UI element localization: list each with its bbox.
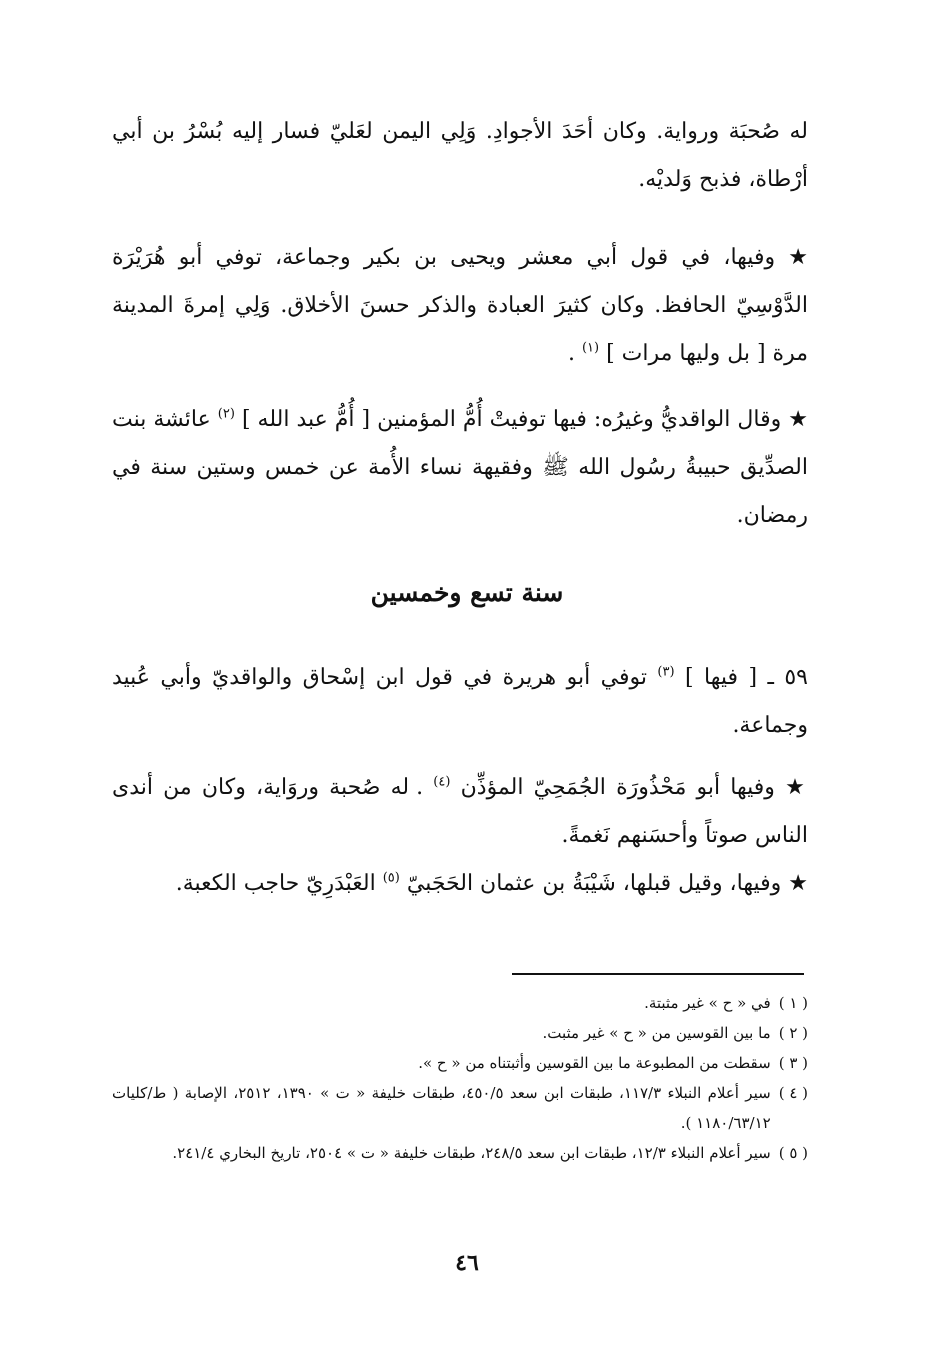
footnote-separator — [512, 973, 804, 975]
footnote-text: سير أعلام النبلاء ١١٧/٣، طبقات ابن سعد ٤٥٠/٥، طبقات خليفة « ت » ١٣٩٠، ٢٥١٢، الإصابة ( ط/كليات ١١٨٠/٦٣/١٢ ). — [112, 1084, 771, 1132]
footnotes — [112, 988, 808, 1168]
entry-59 — [112, 654, 808, 750]
footnote-text: سير أعلام النبلاء ١٢/٣، طبقات ابن سعد ٢٤٨/٥، طبقات خليفة « ت » ٢٥٠٤، تاريخ البخاري ٢٤١/٤. — [172, 1144, 771, 1162]
footnote-5 — [112, 1138, 808, 1168]
footnote-number: ( ١ ) — [778, 994, 808, 1012]
footnote-text: في « ح » غير مثبتة. — [644, 994, 771, 1012]
section-heading: سنة تسع وخمسين — [370, 578, 564, 607]
footnote-number: ( ٥ ) — [778, 1144, 808, 1162]
page-number: ٤٦ — [455, 1250, 479, 1276]
footnote-4 — [112, 1078, 808, 1138]
footnote-text: سقطت من المطبوعة ما بين القوسين وأثبتناه من « ح ». — [418, 1054, 771, 1072]
footnote-number: ( ٤ ) — [778, 1084, 808, 1102]
footnote-ref: (٤) — [433, 774, 451, 790]
paragraph-2 — [112, 234, 808, 378]
entry-text: . له صُحبة وروَاية، وكان من أندى الناس صوتاً وأحسَنهم نَغمةً. — [112, 775, 808, 848]
footnote-2 — [112, 1018, 808, 1048]
paragraph-3 — [112, 396, 808, 540]
paragraph-text: له صُحبَة ورواية. وكان أحَدَ الأجوادِ. وَلِي اليمن لعَليّ فسار إليه بُسْرُ بن أبي أرْطاة، فذبح وَلديْه. — [112, 119, 808, 192]
paragraph-text: ★ وقال الواقديُّ وغيرُه: فيها توفيتْ أُمُّ المؤمنين [ أُمُّ عبد الله ] — [241, 407, 809, 432]
paragraph-tail: عائشة بنت الصدِّيق حبيبةُ رسُول الله ﷺ وفقيهة نساء الأُمة عن خمس وستين سنة في رمضان. — [112, 407, 808, 528]
entry-abu-mahdhura — [112, 764, 808, 860]
footnote-number: ( ٣ ) — [778, 1054, 808, 1072]
footnote-ref: (٣) — [657, 664, 675, 680]
entry-shayba — [112, 860, 808, 908]
footnote-text: ما بين القوسين من « ح » غير مثبت. — [542, 1024, 771, 1042]
footnote-ref: (٢) — [217, 406, 235, 422]
entry-lead: ٥٩ ـ [ فيها ] — [684, 665, 808, 690]
footnote-3 — [112, 1048, 808, 1078]
entry-lead: ★ وفيها أبو مَحْذُورَة الجُمَحِيّ المؤذِّن — [460, 775, 808, 800]
paragraph-1 — [112, 108, 808, 204]
footnote-1 — [112, 988, 808, 1018]
entry-text: العَبْدَرِيّ حاجب الكعبة. — [175, 871, 376, 896]
entry-lead: ★ وفيها، وقيل قبلها، شَيْبَةُ بن عثمان الحَجَبيّ — [406, 871, 808, 896]
footnote-ref: (١) — [581, 340, 600, 356]
footnote-number: ( ٢ ) — [778, 1024, 808, 1042]
paragraph-tail: . — [567, 341, 575, 366]
footnote-ref: (٥) — [382, 870, 400, 886]
entry-text: توفي أبو هريرة في قول ابن إسْحاق والواقديّ وأبي عُبيد وجماعة. — [112, 665, 808, 738]
paragraph-text: ★ وفيها، في قول أبي معشر ويحيى بن بكير وجماعة، توفي أبو هُرَيْرَة الدَّوْسِيّ الحافظ. وكان كثيرَ العبادة والذكر حسنَ الأخلاق. وَلِي إمرةَ المدينة مرة [ بل وليها مرات ] — [112, 245, 808, 366]
